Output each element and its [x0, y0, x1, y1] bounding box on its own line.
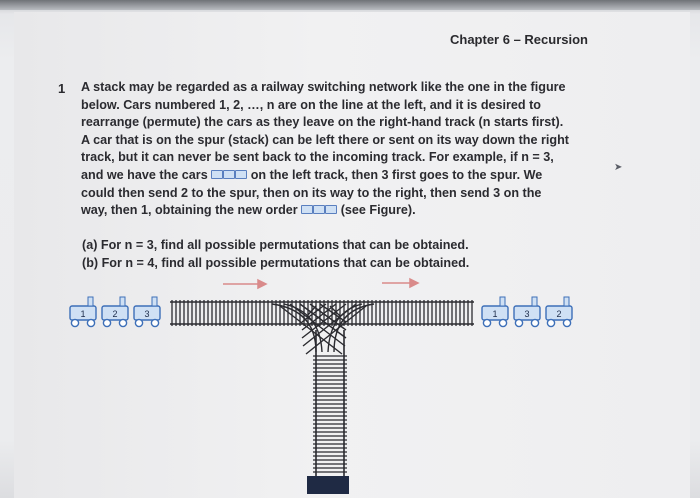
car-number: 1	[80, 309, 86, 319]
car-number: 2	[112, 309, 118, 319]
car-number: 2	[556, 309, 562, 319]
paragraph-line: A car that is on the spur (stack) can be left there or sent on its way down the right	[81, 132, 569, 147]
right-car	[482, 297, 508, 327]
question-number: 1	[58, 81, 66, 96]
car-number: 3	[524, 309, 530, 319]
paragraph-line: could then send 2 to the spur, then on its way to the right, then send 3 on the	[81, 185, 542, 200]
paragraph-text: and we have the cars	[81, 167, 208, 182]
paragraph-line: track, but it can never be sent back to the incoming track. For example, if n = 3,	[81, 150, 554, 165]
car-number: 3	[144, 309, 150, 319]
part-b: (b) For n = 4, find all possible permutations that can be obtained.	[82, 255, 470, 270]
right-car	[546, 297, 572, 327]
left-cars	[70, 297, 160, 327]
left-car	[102, 297, 128, 327]
part-a: (a) For n = 3, find all possible permutations that can be obtained.	[82, 238, 469, 252]
spur-stop-block	[307, 476, 349, 494]
paragraph-text: (see Figure).	[340, 203, 416, 218]
switch-junction	[272, 304, 374, 354]
car-number: 1	[492, 309, 498, 319]
paragraph-line: below. Cars numbered 1, 2, …, n are on the line at the left, and it is desired to	[81, 97, 541, 112]
paragraph-text: way, then 1, obtaining the new order	[81, 203, 298, 218]
left-car	[134, 297, 160, 327]
paragraph-line: A stack may be regarded as a railway switching network like the one in the figure	[81, 80, 566, 94]
right-cars	[482, 297, 572, 327]
right-car	[514, 297, 540, 327]
right-arrow-icon	[382, 279, 418, 287]
spur-track	[313, 330, 347, 478]
paragraph-line: rearrange (permute) the cars as they leave on the right-hand track (n starts first).	[81, 115, 564, 130]
paragraph-text: on the left track, then 3 first goes to the spur. We	[250, 167, 543, 182]
chapter-header: Chapter 6 – Recursion	[450, 32, 588, 47]
left-car	[70, 297, 96, 327]
mouse-cursor-icon: ➤	[614, 162, 623, 173]
left-arrow-icon	[223, 280, 266, 288]
